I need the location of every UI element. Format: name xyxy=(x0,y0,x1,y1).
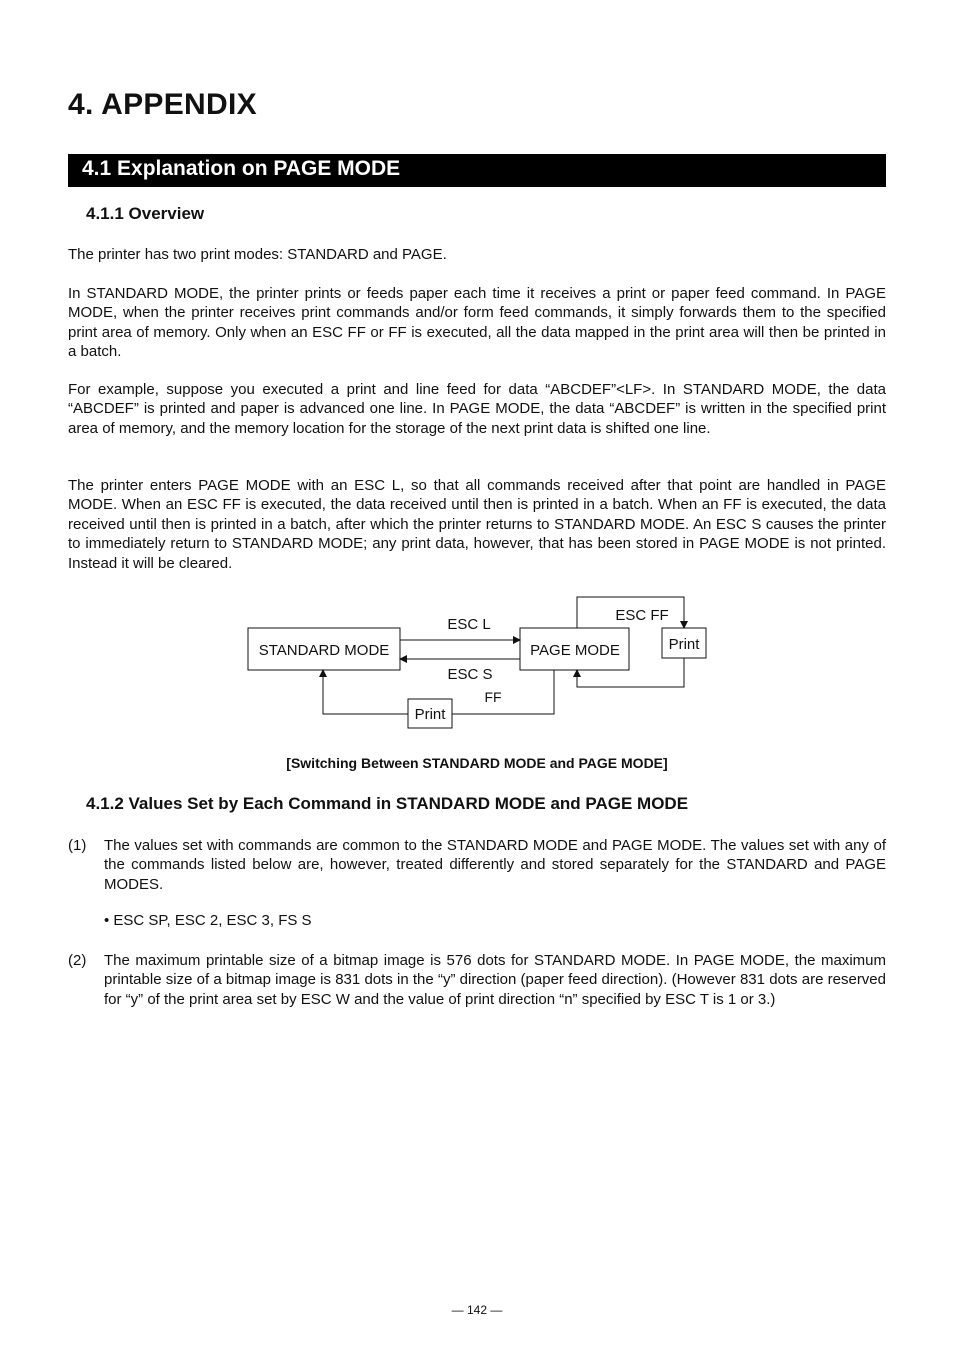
list-item-text: The values set with commands are common to the STANDARD MODE and PAGE MODE. The values set with any of the commands listed below are, however, treated differently and stored separately for the STANDARD and PAGE MODES. xyxy=(104,837,886,893)
paragraph-2: In STANDARD MODE, the printer prints or feeds paper each time it receives a print or paper feed command. In PAGE MODE, when the printer receives print commands and/or form feed commands, it simply forwards them to the specified print area of memory. Only when an ESC FF or FF is executed, all the data mapped in the print area will then be printed in a batch. xyxy=(68,285,886,361)
paragraph-3: For example, suppose you executed a print and line feed for data “ABCDEF”<LF>. In STANDARD MODE, the data “ABCDEF” is printed and paper is advanced one line. In PAGE MODE, the data “ABCDEF” is written in the specified print area of memory, and the memory location for the storage of the next print data is shifted one line. xyxy=(68,381,886,437)
overview-heading: 4.1.1 Overview xyxy=(86,204,205,223)
print-right-label: Print xyxy=(668,636,700,653)
esc-l-label: ESC L xyxy=(447,616,491,633)
list-item-text: The maximum printable size of a bitmap image is 576 dots for STANDARD MODE. In PAGE MODE, the maximum printable size of a bitmap image is 831 dots in the “y” direction (paper feed direction). (However 831 dots are reserved for “y” of the print area set by ESC W and the value of print direction “n” specified by ESC T is 1 or 3.) xyxy=(104,952,886,1008)
standard-mode-label: STANDARD MODE xyxy=(258,642,390,659)
list-item-number: (2) xyxy=(68,952,87,969)
list-item-number: (1) xyxy=(68,837,87,854)
diagram-caption: [Switching Between STANDARD MODE and PAGE MODE] xyxy=(286,755,668,771)
list-item xyxy=(68,951,886,1009)
page-mode-label: PAGE MODE xyxy=(530,642,620,659)
list-item xyxy=(68,836,886,894)
values-heading: 4.1.2 Values Set by Each Command in STANDARD MODE and PAGE MODE xyxy=(86,794,689,813)
paragraph-4: The printer enters PAGE MODE with an ESC L, so that all commands received after that point are handled in PAGE MODE. When an ESC FF is executed, the data received until then is printed in a batch. When an FF is executed, the data received until then is printed in a batch, after which the printer returns to STANDARD MODE. An ESC S causes the printer to immediately return to STANDARD MODE; any print data, however, that has been stored in PAGE MODE is not printed. Instead it will be cleared. xyxy=(68,477,886,572)
mode-switch-diagram xyxy=(68,0,886,760)
paragraph-1: The printer has two print modes: STANDARD and PAGE. xyxy=(68,246,447,263)
chapter-heading: 4. APPENDIX xyxy=(68,88,257,121)
print-to-standard-arrow xyxy=(323,670,408,714)
esc-ff-label: ESC FF xyxy=(615,607,669,624)
command-list-bullet: • ESC SP, ESC 2, ESC 3, FS S xyxy=(104,912,312,929)
esc-s-label: ESC S xyxy=(447,666,493,683)
section-heading: 4.1 Explanation on PAGE MODE xyxy=(68,154,886,187)
ff-label: FF xyxy=(484,689,502,705)
print-bottom-label: Print xyxy=(414,706,446,723)
page-number: — 142 — xyxy=(451,1303,503,1317)
